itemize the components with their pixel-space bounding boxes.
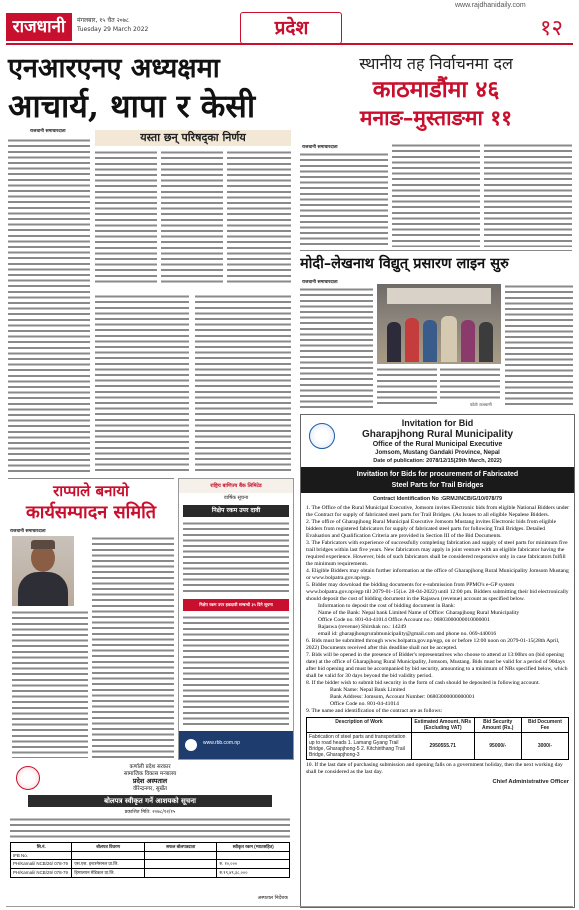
- table-cell: एस.एस. इन्टरनेसनल प्रा.लि.: [72, 860, 145, 869]
- table-row: [11, 869, 290, 878]
- masthead-rule: [6, 43, 573, 45]
- story2-body-col1: [300, 152, 388, 247]
- table-cell: [144, 869, 217, 878]
- bank-ad-subheadline-bar: [183, 599, 289, 611]
- story3-headline: मोदी–लेखनाथ विद्युत् प्रसारण लाइन सुरु: [300, 255, 509, 272]
- story3-photo-credit: फोटोः राजधानी: [470, 402, 492, 407]
- bank-ad-text-b: [183, 615, 289, 725]
- notice-left-title: बोलपत्र स्वीकृत गर्ने आशयको सूचना: [104, 797, 196, 805]
- notice-left-th: सफल बोलपत्रदाता: [144, 843, 217, 852]
- bank-ad-header: [179, 479, 293, 493]
- bank-ad-line2: वार्षिक सूचना: [223, 495, 249, 501]
- tender-bar-title-2: Steel Parts for Trail Bridges: [391, 482, 484, 489]
- notice-left-org2: सामाजिक विकास मन्त्रालय: [123, 771, 177, 778]
- tender-item: 6. Bids must be submitted through www.bolpatra.gov.np/egp, on or before 12:00 noon on 2079-01-15(28th April, 2022) Documents received after this deadline shall not be accepted.: [306, 638, 560, 651]
- tender-th: Description of Work: [307, 718, 412, 733]
- tender-address: Jomsom, Mustang Gandaki Province, Nepal: [375, 450, 500, 456]
- tender-bar-title-1: Invitation for Bids for procurement of Fabricated: [356, 471, 519, 478]
- tender-notice: [300, 414, 575, 908]
- photo-banner: [387, 288, 491, 304]
- notice-left-th: सि.नं.: [11, 843, 72, 852]
- tender-item: 1. The Office of the Rural Municipal Executive, Jomsom invites Electronic bids from eligible National Bidders under the Contract for supply of fabricated steel parts for Trail Bridges. (As Issues to all eligible Nepalese Bidders.: [306, 505, 569, 518]
- bank-ad-headline: निक्षेप रकम उपर दावी: [211, 507, 261, 514]
- tender-item: email id: gharapjhongruralmunicipality@gmail.com and phone no. 069-440016: [318, 631, 497, 637]
- table-cell: 2950555.71: [411, 733, 474, 760]
- table-cell: IFB No.: [11, 852, 72, 860]
- table-cell: PH/Karnali/ NCB/29/ 078-79: [11, 869, 72, 878]
- story1-body-col2: [95, 294, 189, 472]
- story1-headline-line2: आचार्य, थापा र केसी: [8, 87, 256, 125]
- notice-left-org3: प्रदेश अस्पताल: [132, 777, 168, 786]
- tender-th: Estimated Amount, NRs (Excluding VAT): [411, 718, 474, 733]
- bank-logo-icon: [185, 739, 197, 751]
- table-cell: 3000/-: [521, 733, 568, 760]
- notice-left-intro: [10, 817, 290, 840]
- notice-left-table: [10, 842, 290, 878]
- story1-headline-line1: एनआरएनए अध्यक्षमा: [8, 53, 220, 84]
- story2-rule: [300, 250, 572, 251]
- tender-item: 8. If the bidder wish to submit bid security in the form of cash should be deposited in following account.: [306, 680, 540, 686]
- brand-logo: [6, 13, 72, 41]
- notice-left-org: [8, 764, 292, 793]
- photo-people-group: [383, 312, 495, 362]
- tender-item: Bank Name: Nepal Bank Limited: [330, 687, 406, 693]
- tender-table-header-row: [307, 718, 569, 733]
- tender-item: 2. The office of Gharapjhong Rural Municipal Executive Jomsom Mustang invites Electronic bids from eligible bidders from registered fabricators for supply of fabricated steel parts for following Trail Bridges. Detailed Evaluation and Qualification Criteria are provided in Section III of the Bid Documents.: [306, 519, 557, 539]
- date-english: Tuesday 29 March 2022: [77, 26, 149, 33]
- bank-ad-footer-url[interactable]: www.rbb.com.np: [203, 740, 240, 746]
- tender-contract: Contract Identification No :GRMJ/NCB/G/10/078/79: [372, 496, 503, 502]
- table-cell: रु.१९,४९,३८,०००: [217, 869, 290, 878]
- section-title: प्रदेश: [274, 17, 309, 39]
- table-cell: [144, 852, 217, 860]
- table-row: [11, 852, 290, 860]
- table-row: [11, 860, 290, 869]
- tender-signature: Chief Administrative Officer: [492, 779, 569, 785]
- bank-ad[interactable]: [178, 478, 294, 760]
- story4-headline: [8, 482, 174, 524]
- story3-body-col1: [300, 287, 373, 409]
- page-number: १२: [540, 16, 563, 41]
- tender-th: Bid Security Amount (Rs.): [474, 718, 521, 733]
- table-cell: Fabrication of steel parts and transportation up to road heads 1. Lamang Gyang Trail Bridge, Gharapjhong-5 2. Kitchirithang Trail Bridge, Gharapjhong-3: [307, 733, 412, 760]
- notice-left-data-table: [10, 842, 290, 878]
- story2-overline: स्थानीय तह निर्वाचनमा दल: [359, 54, 513, 73]
- tender-item: Bank Address: Jomsom, Account Number: 06803000000000001: [330, 694, 475, 700]
- notice-left-org1: कर्णाली प्रदेश सरकार: [129, 764, 171, 770]
- story1-body-col1: [8, 138, 90, 472]
- masthead-date: [77, 16, 148, 34]
- table-cell: रु. १०,०००: [217, 860, 290, 869]
- story4-headline-line1: राप्पाले बनायो: [53, 482, 129, 500]
- tender-item: Name of the Bank: Nepal bank Limited Name of Office: Gharapjhong Rural Municipality: [318, 610, 520, 616]
- story1-body-col3: [195, 294, 291, 472]
- table-cell: हिमालयन मेडिकल प्रा.लि.: [72, 869, 145, 878]
- story2-body-col2: [392, 143, 480, 247]
- story1-headline: [8, 52, 290, 126]
- story1-box-text-b: [161, 150, 223, 285]
- date-nepali: मंगलबार, १५ चैत २०७८: [77, 17, 130, 24]
- notice-left-subtitle: प्रकाशित मिति: २०७८/१२/१५: [124, 810, 176, 815]
- story1-byline: राजधानी समाचारदाता: [30, 129, 66, 134]
- bank-ad-footer: [179, 731, 293, 759]
- story2-headline-line2: मनाङ–मुस्ताङमा ११: [359, 105, 513, 130]
- bank-ad-line1: राष्ट्रिय बाणिज्य बैंक लिमिटेड: [210, 483, 262, 489]
- notice-left-org4: वीरेन्द्रनगर, सुर्खेत: [133, 785, 167, 792]
- table-cell: [72, 852, 145, 860]
- tender-item: Office Code no. 801-04-41014 Office Account no.: 06803000000010000001: [318, 617, 490, 623]
- story1-box: [95, 130, 291, 146]
- notice-left-header-row: [11, 843, 290, 852]
- story3-body-col2: [505, 284, 573, 409]
- notice-left-title-bar: [28, 795, 272, 807]
- website-url[interactable]: www.rajdhanidaily.com: [455, 2, 526, 9]
- tender-date: Date of publication: 2078/12/15(29th March, 2022): [373, 458, 502, 464]
- story4-portrait: [12, 536, 74, 606]
- table-cell: 95000/-: [474, 733, 521, 760]
- tender-body: [306, 505, 569, 785]
- tender-item: 5. Bidder may download the bidding documents for e-submission from PPMO's e-GP system www.bolpatra.gov.np/egp till 2079-01-15(i.e. 28-04-2022) until 12:00 pm. Bidders submitting their bid electronically should deposit the cost of bidding document in the Rajaswa (revenue) account as specified below.: [306, 582, 569, 602]
- story1-box-text-c: [227, 150, 291, 285]
- notice-left: [8, 764, 292, 904]
- story4-byline: राजधानी समाचारदाता: [10, 529, 46, 534]
- tender-th: Bid Document Fee: [521, 718, 568, 733]
- notice-left-th: स्वीकृत रकम (भ्याटसहित): [217, 843, 290, 852]
- brand-name: राजधानी: [12, 17, 66, 37]
- notice-left-th: बोलपत्र विवरण: [72, 843, 145, 852]
- tender-item: 4. Eligible Bidders may obtain further information at the office of Gharapjhong Rural Municipality Jomsom Mustang or www.bolpatra.gov.np/egp.: [306, 568, 569, 581]
- story3-caption-b: [440, 367, 500, 401]
- tender-office: Office of the Rural Municipal Executive: [372, 441, 503, 448]
- portrait-body: [18, 572, 68, 606]
- story3-photo: [377, 284, 501, 364]
- tender-item-10: 10. If the last date of purchasing submission and opening falls on a government holiday, then the next working day shall be considered as the last day.: [306, 762, 563, 775]
- story4-body-col1: [12, 610, 88, 758]
- tender-item: 9. The name and identification of the contract are as follows:: [306, 708, 443, 714]
- tender-title: Invitation for Bid: [401, 418, 474, 428]
- portrait-hat: [31, 540, 55, 549]
- tender-bar: [301, 467, 574, 493]
- table-cell: [144, 860, 217, 869]
- page-bottom-rule: [6, 906, 573, 907]
- tender-item: Rajaswa (revenue) Shirshak no.: 14249: [318, 624, 407, 630]
- table-cell: [217, 852, 290, 860]
- story3-byline: राजधानी समाचारदाता: [302, 280, 338, 285]
- tender-table: [306, 717, 569, 760]
- story2-byline: राजधानी समाचारदाता: [302, 145, 338, 150]
- story1-box-text-a: [95, 150, 157, 285]
- table-row: [307, 733, 569, 760]
- tender-item: 3. The Fabricators with experience of successfully completing fabrication and supply of steel parts for minimum five trail bridges within last five years. New fabricators may apply in joint venture with an eligible fabricator having the required experience. However, bids of such fabricators shall be considered responsive only in case fabricators fulfill the minimum requirements.: [306, 540, 568, 567]
- story2-body-col3: [484, 143, 572, 247]
- tender-item: Office Code no. 801-04-41014: [330, 701, 399, 707]
- table-cell: PH/Karnali/ NCB/26/ 078-79: [11, 860, 72, 869]
- tender-item: Information to deposit the cost of bidding document in Bank:: [318, 603, 456, 609]
- story2-headline-line1: काठमाडौंमा ४६: [372, 76, 500, 103]
- tender-org: Gharapjhong Rural Municipality: [361, 429, 514, 440]
- story4-headline-line2: कार्यसम्पादन समिति: [25, 502, 157, 523]
- story3-caption-a: [377, 367, 437, 407]
- story4-body-col2: [92, 536, 174, 758]
- story1-box-headline: यस्ता छन् परिषद्‌का निर्णय: [140, 131, 246, 144]
- story4-rule: [8, 478, 174, 479]
- notice-left-signature: अस्पताल निर्देशक: [257, 896, 288, 901]
- tender-item: 7. Bids will be opened in the presence of Bidder's representatives who choose to attend at 13:00hrs on (bid opening date) at the office of Gharapjhong Rural Municipality, Jomsom, Mustang. Bids must be valid for a period of 90days after bid opening and must be accompanied by bid security, amounting to a minimum of NRs specified below, which shall be valid for 30 days beyond the bid validity period.: [306, 652, 568, 679]
- bank-ad-headline-bar: [183, 505, 289, 517]
- bank-ad-body-headline: निक्षेप रकम उपर हकदावी सम्बन्धी ३५ दिने सूचना: [199, 602, 273, 607]
- bank-ad-text-a: [183, 521, 289, 595]
